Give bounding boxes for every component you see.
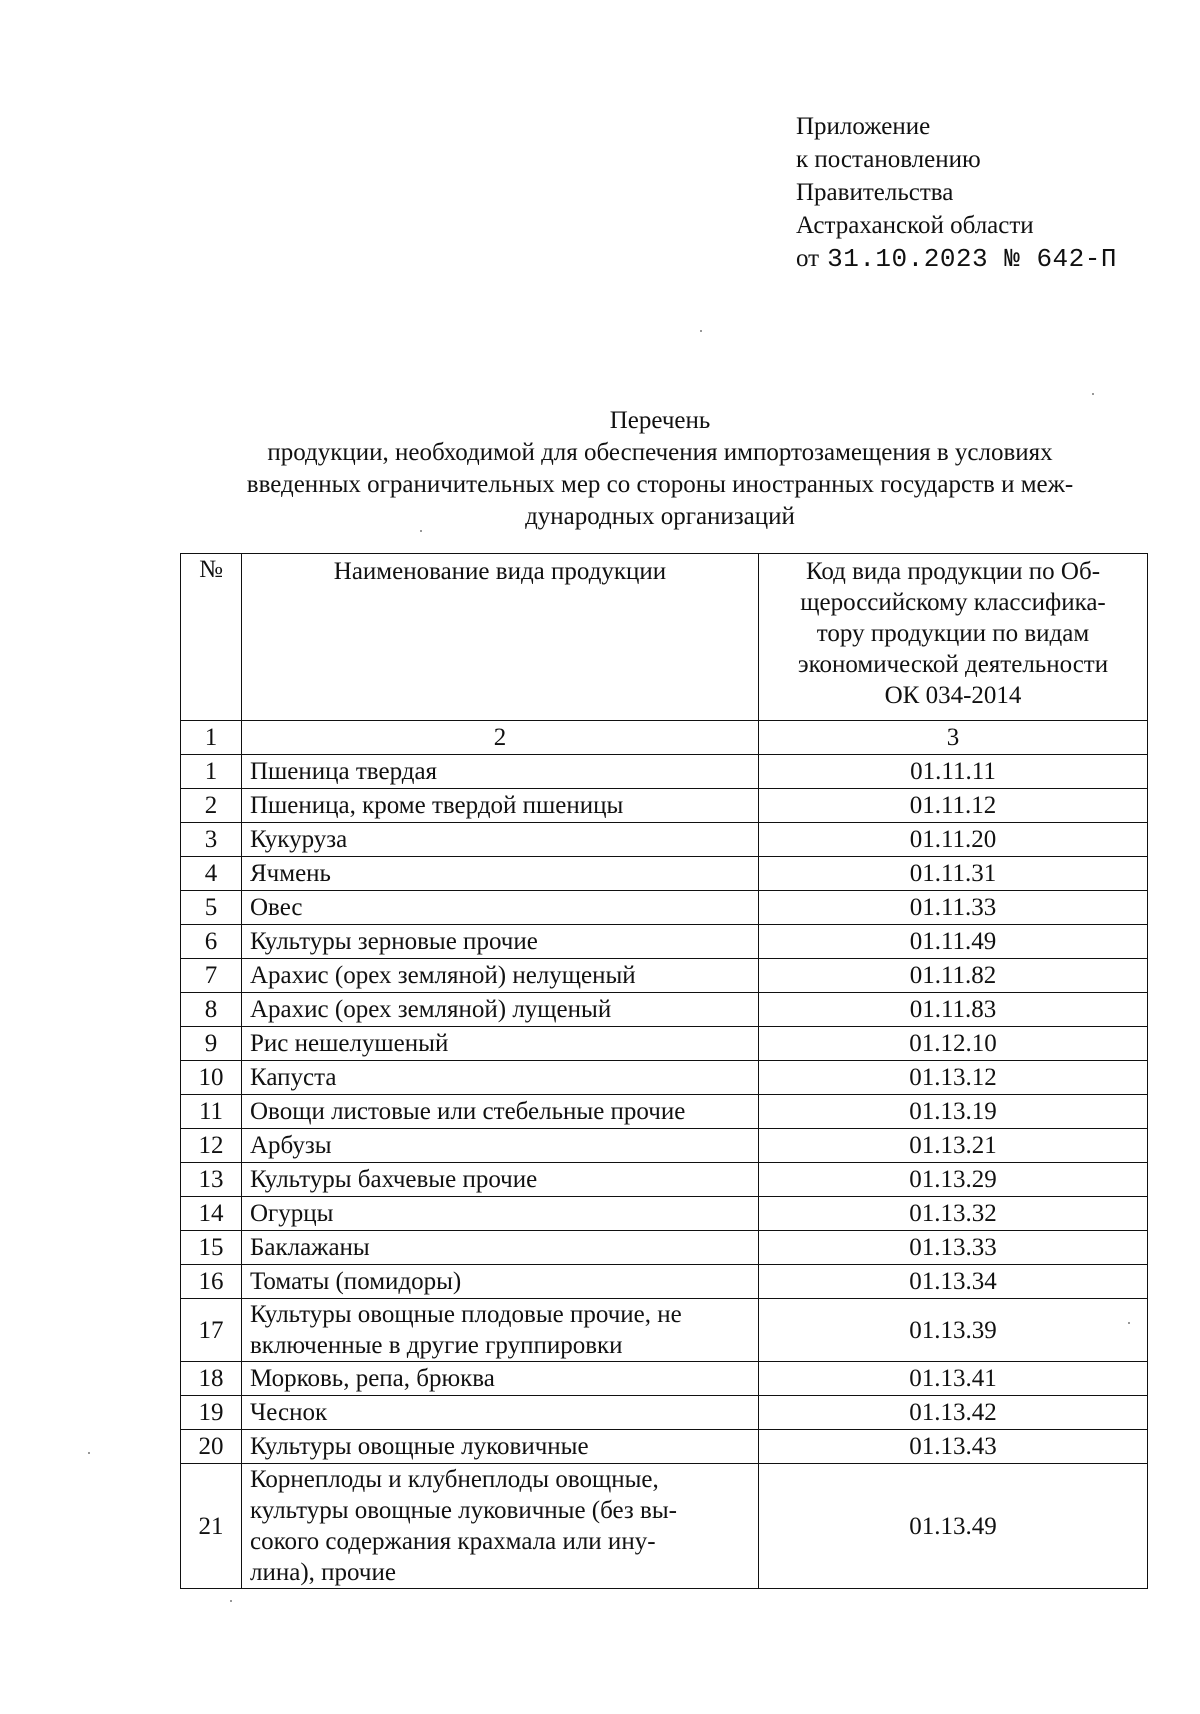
table-row xyxy=(181,789,1148,823)
scan-speck xyxy=(420,530,422,532)
product-name: Капуста xyxy=(242,1061,759,1095)
header-code-line: ОК 034-2014 xyxy=(884,682,1022,709)
product-name-line: Культуры овощные плодовые прочие, не xyxy=(250,1301,682,1328)
product-code: 01.12.10 xyxy=(759,1027,1148,1061)
row-number: 4 xyxy=(181,857,242,891)
row-number: 6 xyxy=(181,925,242,959)
product-name: Овощи листовые или стебельные прочие xyxy=(242,1095,759,1129)
header-no: № xyxy=(181,554,242,721)
product-name: Чеснок xyxy=(242,1396,759,1430)
product-name: Баклажаны xyxy=(242,1231,759,1265)
row-number: 2 xyxy=(181,789,242,823)
table-row xyxy=(181,857,1148,891)
table-row xyxy=(181,1265,1148,1299)
row-number: 11 xyxy=(181,1095,242,1129)
product-code: 01.11.82 xyxy=(759,959,1148,993)
header-code-line: тору продукции по видам xyxy=(816,620,1090,647)
row-number: 1 xyxy=(181,755,242,789)
row-number: 14 xyxy=(181,1197,242,1231)
product-code: 01.11.20 xyxy=(759,823,1148,857)
product-name: Ячмень xyxy=(242,857,759,891)
product-code: 01.13.33 xyxy=(759,1231,1148,1265)
product-code: 01.11.49 xyxy=(759,925,1148,959)
table-row xyxy=(181,1362,1148,1396)
table-row xyxy=(181,1396,1148,1430)
title-line-1: продукции, необходимой для обеспечения импортозамещения в условиях xyxy=(267,439,1053,466)
product-code: 01.13.49 xyxy=(759,1464,1148,1589)
annex-header xyxy=(796,110,1117,276)
row-number: 18 xyxy=(181,1362,242,1396)
product-code: 01.13.39 xyxy=(759,1299,1148,1362)
row-number: 7 xyxy=(181,959,242,993)
column-number: 1 xyxy=(181,721,242,755)
product-name: Арахис (орех земляной) нелущеный xyxy=(242,959,759,993)
header-code xyxy=(759,554,1148,721)
row-number: 15 xyxy=(181,1231,242,1265)
header-code-line: экономической деятельности xyxy=(797,651,1109,678)
product-name: Томаты (помидоры) xyxy=(242,1265,759,1299)
row-number: 20 xyxy=(181,1430,242,1464)
column-number: 2 xyxy=(242,721,759,755)
annex-region: Астраханской области xyxy=(796,212,1034,239)
row-number: 5 xyxy=(181,891,242,925)
row-number: 10 xyxy=(181,1061,242,1095)
product-code: 01.13.32 xyxy=(759,1197,1148,1231)
title-heading: Перечень xyxy=(609,407,711,434)
scan-speck xyxy=(230,1600,232,1602)
table-row xyxy=(181,891,1148,925)
table-row xyxy=(181,993,1148,1027)
table-row xyxy=(181,1464,1148,1589)
table-row xyxy=(181,755,1148,789)
date-number-stamp: 31.10.2023 № 642-П xyxy=(827,244,1117,274)
row-number: 12 xyxy=(181,1129,242,1163)
row-number: 3 xyxy=(181,823,242,857)
row-number: 13 xyxy=(181,1163,242,1197)
table-header-row xyxy=(181,554,1148,721)
header-code-line: щероссийскому классифика- xyxy=(800,589,1106,616)
annex-date-line xyxy=(796,242,1117,276)
product-name: Пшеница твердая xyxy=(242,755,759,789)
product-code: 01.11.11 xyxy=(759,755,1148,789)
table-row xyxy=(181,1163,1148,1197)
product-code: 01.11.12 xyxy=(759,789,1148,823)
table-row xyxy=(181,1027,1148,1061)
product-code: 01.13.12 xyxy=(759,1061,1148,1095)
product-name: Морковь, репа, брюква xyxy=(242,1362,759,1396)
table-row xyxy=(181,959,1148,993)
product-code: 01.13.43 xyxy=(759,1430,1148,1464)
product-name: Овес xyxy=(242,891,759,925)
table-row xyxy=(181,925,1148,959)
table-row xyxy=(181,1129,1148,1163)
annex-date-prefix: от xyxy=(796,245,820,272)
scan-speck xyxy=(1128,1322,1130,1324)
product-name: Арахис (орех земляной) лущеный xyxy=(242,993,759,1027)
product-name-line: сокого содержания крахмала или ину- xyxy=(250,1528,656,1555)
annex-government: Правительства xyxy=(796,179,954,206)
row-number: 19 xyxy=(181,1396,242,1430)
product-code: 01.13.41 xyxy=(759,1362,1148,1396)
product-name: Пшеница, кроме твердой пшеницы xyxy=(242,789,759,823)
table-row xyxy=(181,1061,1148,1095)
row-number: 9 xyxy=(181,1027,242,1061)
product-table xyxy=(180,553,1148,1589)
column-number: 3 xyxy=(759,721,1148,755)
product-name-line: культуры овощные луковичные (без вы- xyxy=(250,1497,677,1524)
product-name: Культуры бахчевые прочие xyxy=(242,1163,759,1197)
product-name-line: Корнеплоды и клубнеплоды овощные, xyxy=(250,1466,659,1493)
scan-speck xyxy=(88,1452,90,1454)
product-code: 01.13.34 xyxy=(759,1265,1148,1299)
document-title xyxy=(170,405,1150,533)
row-number: 8 xyxy=(181,993,242,1027)
row-number: 17 xyxy=(181,1299,242,1362)
table-row xyxy=(181,1197,1148,1231)
row-number: 16 xyxy=(181,1265,242,1299)
annex-label: Приложение xyxy=(796,113,931,140)
product-code: 01.13.21 xyxy=(759,1129,1148,1163)
table-body xyxy=(181,755,1148,1589)
column-number-row xyxy=(181,721,1148,755)
product-name: Культуры зерновые прочие xyxy=(242,925,759,959)
header-name: Наименование вида продукции xyxy=(242,554,759,721)
product-name-line: включенные в другие группировки xyxy=(250,1332,623,1359)
title-line-3: дународных организаций xyxy=(525,503,795,530)
product-code: 01.11.83 xyxy=(759,993,1148,1027)
table-row xyxy=(181,1231,1148,1265)
product-code: 01.13.29 xyxy=(759,1163,1148,1197)
product-code: 01.11.31 xyxy=(759,857,1148,891)
product-name: Рис нешелушеный xyxy=(242,1027,759,1061)
table-row xyxy=(181,823,1148,857)
annex-decree-ref: к постановлению xyxy=(796,146,981,173)
product-name xyxy=(242,1299,759,1362)
title-line-2: введенных ограничительных мер со стороны иностранных государств и меж- xyxy=(246,471,1074,498)
row-number: 21 xyxy=(181,1464,242,1589)
product-name-line: лина), прочие xyxy=(250,1559,396,1586)
scan-speck xyxy=(700,330,702,332)
product-name: Арбузы xyxy=(242,1129,759,1163)
product-name: Огурцы xyxy=(242,1197,759,1231)
table-row xyxy=(181,1095,1148,1129)
product-name: Кукуруза xyxy=(242,823,759,857)
product-code: 01.13.19 xyxy=(759,1095,1148,1129)
product-code: 01.13.42 xyxy=(759,1396,1148,1430)
header-code-line: Код вида продукции по Об- xyxy=(805,558,1101,585)
scan-speck xyxy=(1092,393,1094,395)
product-code: 01.11.33 xyxy=(759,891,1148,925)
table-row xyxy=(181,1299,1148,1362)
table-row xyxy=(181,1430,1148,1464)
product-name: Культуры овощные луковичные xyxy=(242,1430,759,1464)
product-name xyxy=(242,1464,759,1589)
